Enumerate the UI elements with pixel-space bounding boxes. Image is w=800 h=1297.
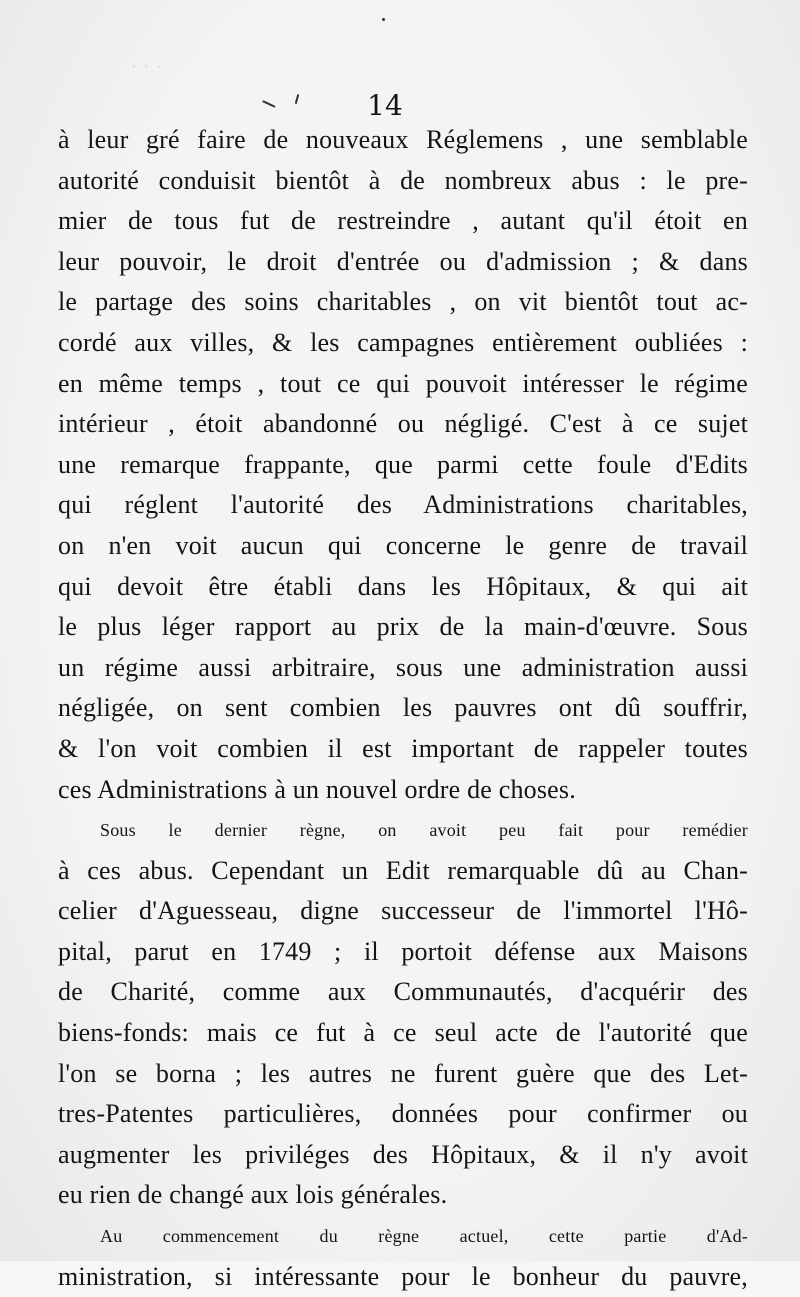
text-line: négligée, on sent combien les pauvres ont dû souffrir,	[58, 693, 748, 723]
paper-speck	[295, 94, 299, 104]
page-number: 14	[367, 89, 403, 122]
text-line: autorité conduisit bientôt à de nombreux abus : le pre-	[58, 165, 748, 195]
text-line: qui réglent l'autorité des Administrations charitables,	[58, 490, 748, 520]
paper-speck	[262, 100, 275, 107]
text-line: leur pouvoir, le droit d'entrée ou d'admission ; & dans	[58, 246, 748, 276]
text-line: on n'en voit aucun qui concerne le genre de travail	[58, 530, 748, 560]
text-line: en même temps , tout ce qui pouvoit intéresser le régime	[58, 368, 748, 398]
text-line: à ces abus. Cependant un Edit remarquable dû au Chan-	[58, 855, 748, 885]
text-line: le plus léger rapport au prix de la main-d'œuvre. Sous	[58, 612, 748, 642]
text-line: eu rien de changé aux lois générales.	[58, 1180, 448, 1210]
text-line: à leur gré faire de nouveaux Réglemens , une semblable	[58, 125, 748, 154]
paper-speck	[382, 18, 385, 21]
text-line: Au commencement du règne actuel, cette partie d'Ad-	[100, 1226, 748, 1247]
text-line: un régime aussi arbitraire, sous une administration aussi	[58, 652, 748, 682]
text-line: ministration, si intéressante pour le bonheur du pauvre,	[58, 1261, 748, 1291]
text-line: qui devoit être établi dans les Hôpitaux, & qui ait	[58, 571, 748, 601]
text-line: Sous le dernier règne, on avoit peu fait pour remédier	[100, 820, 748, 841]
text-line: pital, parut en 1749 ; il portoit défense aux Maisons	[58, 936, 748, 966]
show-through-text: · · ·	[130, 54, 163, 79]
text-line: mier de tous fut de restreindre , autant qu'il étoit en	[58, 206, 748, 236]
text-line: biens-fonds: mais ce fut à ce seul acte de l'autorité que	[58, 1018, 748, 1048]
text-line: ces Administrations à un nouvel ordre de choses.	[58, 774, 576, 804]
text-line: l'on se borna ; les autres ne furent guère que des Let-	[58, 1058, 748, 1088]
text-line: celier d'Aguesseau, digne successeur de l'immortel l'Hô-	[58, 896, 748, 926]
body-text	[58, 120, 748, 1297]
text-line: de Charité, comme aux Communautés, d'acquérir des	[58, 977, 748, 1007]
text-line: intérieur , étoit abandonné ou négligé. C'est à ce sujet	[58, 409, 748, 439]
text-line: augmenter les priviléges des Hôpitaux, & il n'y avoit	[58, 1139, 748, 1169]
text-line: cordé aux villes, & les campagnes entièrement oubliées :	[58, 327, 748, 357]
text-line: & l'on voit combien il est important de rappeler toutes	[58, 733, 748, 763]
text-line: tres-Patentes particulières, données pour confirmer ou	[58, 1099, 748, 1129]
text-line: une remarque frappante, que parmi cette foule d'Edits	[58, 449, 748, 479]
text-line: le partage des soins charitables , on vit bientôt tout ac-	[58, 287, 748, 317]
